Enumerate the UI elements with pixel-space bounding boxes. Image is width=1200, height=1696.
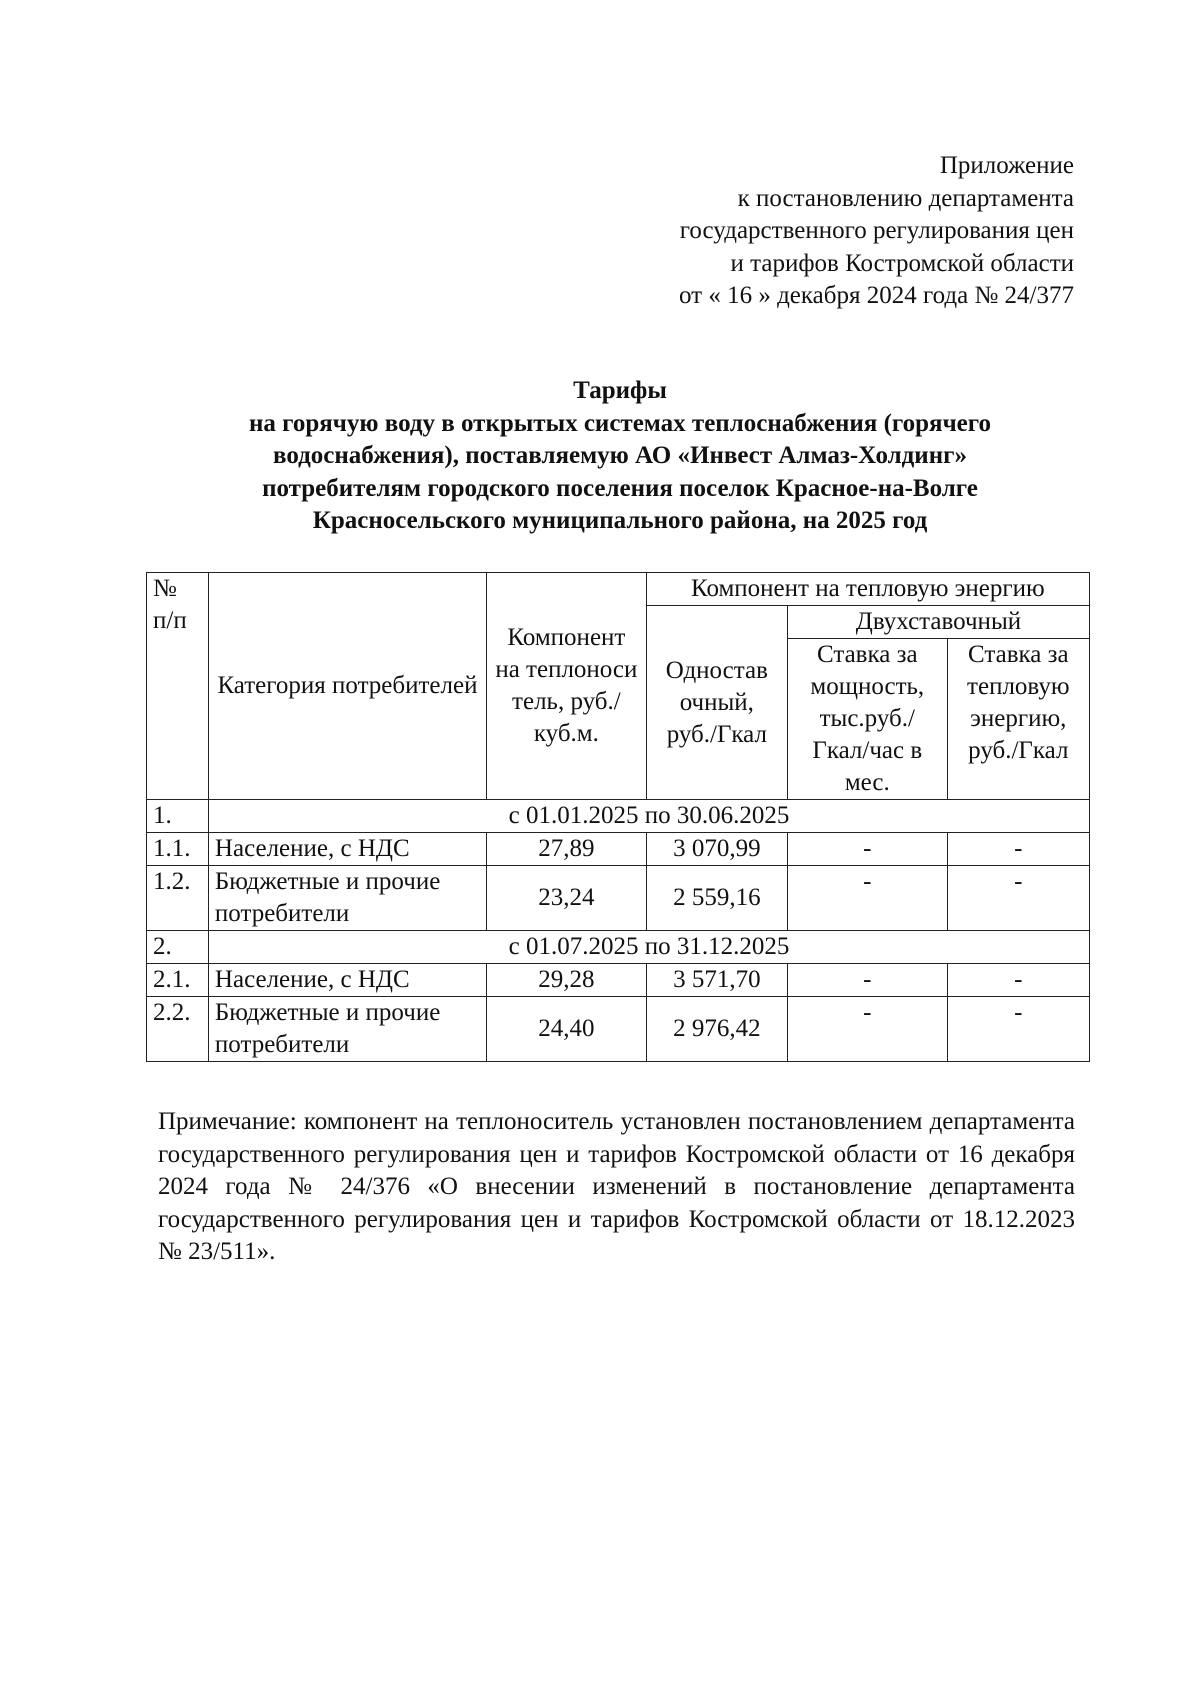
row-num: 2.2. <box>147 997 209 1062</box>
header-energy-rate: Ставка за тепловую энергию, руб./Гкал <box>947 639 1089 800</box>
appendix-line: и тарифов Костромской области <box>730 249 1074 277</box>
appendix-date-line: от « 16 » декабря 2024 года № 24/377 <box>678 282 1074 309</box>
row-single-rate: 2 976,42 <box>646 997 787 1062</box>
row-carrier: 24,40 <box>487 997 647 1062</box>
row-single-rate: 2 559,16 <box>646 866 787 931</box>
row-single-rate: 3 571,70 <box>646 964 787 997</box>
header-row <box>147 573 1090 606</box>
row-carrier: 29,28 <box>487 964 647 997</box>
header-single-rate: Одностав очный, руб./Гкал <box>646 606 787 800</box>
title-line: на горячую воду в открытых системах теплоснабжения (горячего <box>248 409 991 437</box>
row-energy-rate: - <box>947 833 1089 866</box>
row-power-rate: - <box>787 997 947 1062</box>
row-power-rate: - <box>787 964 947 997</box>
row-category: Бюджетные и прочие потребители <box>208 997 486 1062</box>
header-heat-energy-group: Компонент на тепловую энергию <box>646 573 1089 606</box>
title-line: потребителям городского поселения поселок Красное-на-Волге <box>262 474 978 502</box>
period-num: 2. <box>147 931 209 964</box>
period-row <box>147 800 1090 833</box>
appendix-line: к постановлению департамента <box>737 184 1074 212</box>
row-category: Население, с НДС <box>208 964 486 997</box>
row-category: Население, с НДС <box>208 833 486 866</box>
row-num: 2.1. <box>147 964 209 997</box>
footnote: Примечание: компонент на теплоноситель установлен постановлением департамента государственного регулирования цен и тарифов Костромской области от 16 декабря 2024 года № 24/376 «О внесении изменений в постановление департамента государственного регулирования цен и тарифов Костромской области от 18.12.2023 № 23/511». <box>158 1108 1075 1265</box>
header-category: Категория потребителей <box>208 573 486 800</box>
title-heading: Тарифы <box>573 377 667 404</box>
row-power-rate: - <box>787 866 947 931</box>
table-row <box>147 833 1090 866</box>
header-two-rate: Двухставочный <box>787 606 1089 639</box>
header-num-sign: № <box>153 575 177 602</box>
table-row <box>147 866 1090 931</box>
row-category: Бюджетные и прочие потребители <box>208 866 486 931</box>
header-power-rate: Ставка за мощность, тыс.руб./ Гкал/час в мес. <box>787 639 947 800</box>
row-num: 1.2. <box>147 866 209 931</box>
row-single-rate: 3 070,99 <box>646 833 787 866</box>
row-energy-rate: - <box>947 866 1089 931</box>
title-line: водоснабжения), поставляемую АО «Инвест Алмаз-Холдинг» <box>273 442 967 469</box>
row-power-rate: - <box>787 833 947 866</box>
table-row <box>147 964 1090 997</box>
appendix-line: государственного регулирования цен <box>679 217 1074 244</box>
table-row <box>147 997 1090 1062</box>
appendix-line: Приложение <box>939 152 1074 179</box>
header-heat-carrier: Компонент на теплоноси тель, руб./куб.м. <box>487 573 647 800</box>
period-label: с 01.07.2025 по 31.12.2025 <box>208 931 1089 964</box>
period-num: 1. <box>147 800 209 833</box>
header-num <box>147 573 209 800</box>
period-row <box>147 931 1090 964</box>
appendix-header <box>679 150 1074 313</box>
row-num: 1.1. <box>147 833 209 866</box>
period-label: с 01.01.2025 по 30.06.2025 <box>208 800 1089 833</box>
tariff-table <box>146 572 1090 1062</box>
title-line: Красносельского муниципального района, на 2025 год <box>312 507 928 534</box>
row-carrier: 23,24 <box>487 866 647 931</box>
document-title <box>150 375 1090 538</box>
header-num-pp: п/п <box>153 607 187 634</box>
row-energy-rate: - <box>947 997 1089 1062</box>
row-carrier: 27,89 <box>487 833 647 866</box>
row-energy-rate: - <box>947 964 1089 997</box>
